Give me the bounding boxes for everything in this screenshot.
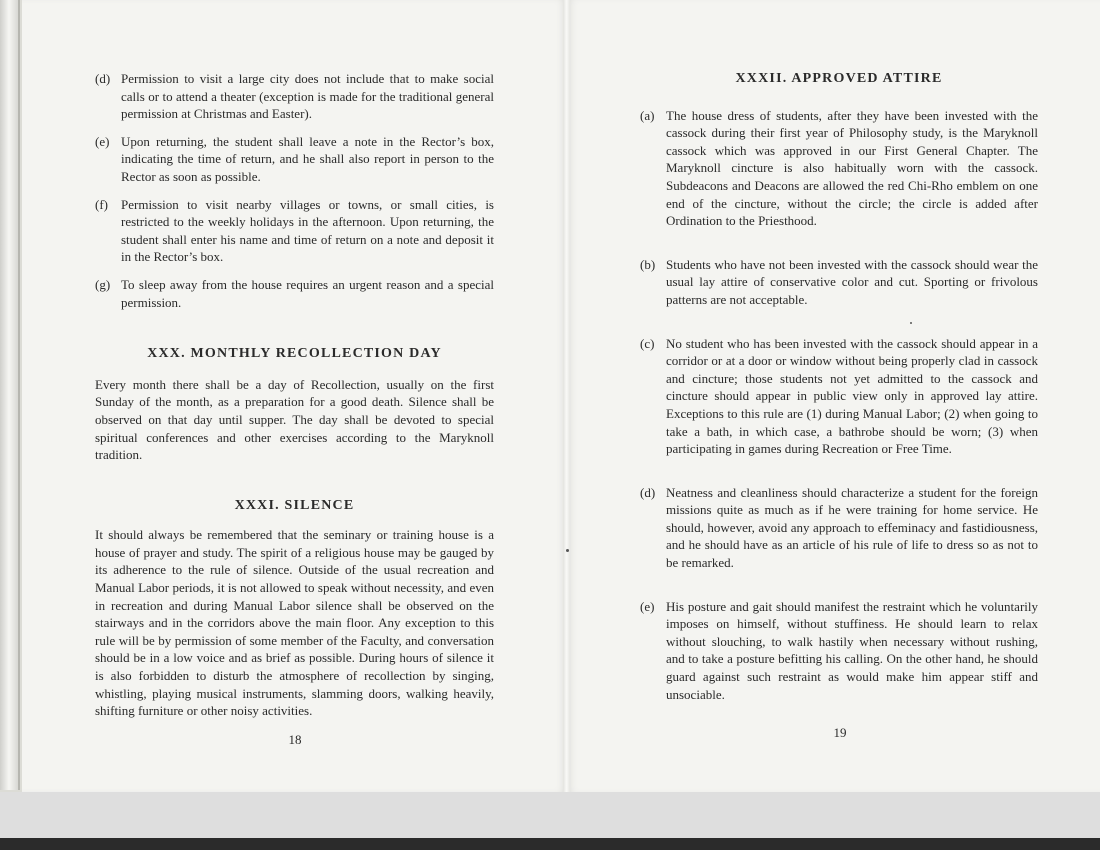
item-label: (c): [640, 335, 655, 351]
list-item: [640, 598, 1038, 704]
item-label: (f): [95, 196, 108, 212]
item-text: No student who has been invested with the cassock should appear in a corridor or at a door or window without being properly clad in cassock and cincture; those students not yet admitted to the cassock and cincture should appear in public view only in approved lay attire. Exceptions to this rule are (1) during Manual Labor; (2) when going to take a bath, in which case, a bathrobe should be worn; (3) when participating in games during Recreation or Free Time.: [666, 335, 1038, 457]
book-gutter: [563, 0, 570, 792]
scan-speck: [566, 549, 569, 552]
list-item: [640, 107, 1038, 230]
right-page-text: [640, 70, 1038, 703]
item-label: (g): [95, 276, 111, 292]
item-label: (e): [640, 598, 655, 614]
item-text: Permission to visit a large city does not include that to make social calls or to attend a theater (exception is made for the traditional general permission at Christmas and Easter).: [121, 71, 494, 122]
list-item: [95, 276, 494, 311]
item-text: The house dress of students, after they have been invested with the cassock during their first year of Philosophy study, is the Maryknoll cassock which was approved in our First General Chapter. The Maryknoll cincture is also habitually worn with the cassock. Subdeacons and Deacons are allowed the red Chi-Rho emblem on one end of the cincture, without the circle; the circle is added after Ordination to the Priesthood.: [666, 107, 1038, 229]
left-page-text: [95, 70, 494, 720]
item-label: (d): [95, 71, 111, 86]
list-item: [95, 70, 494, 123]
list-item: [95, 133, 494, 186]
scan-left-edge: [0, 0, 18, 790]
section-paragraph: Every month there shall be a day of Recollection, usually on the first Sunday of the month, as a preparation for a good death. Silence shall be observed on that day until supper. The day shall be devoted to special spiritual conferences and other exercises according to the Maryknoll tradition.: [95, 376, 494, 463]
item-label: (a): [640, 107, 655, 123]
page-number: 18: [288, 732, 302, 747]
list-item: [640, 484, 1038, 572]
item-label: (d): [640, 484, 656, 500]
item-label: (b): [640, 256, 656, 272]
list-item: [640, 256, 1038, 309]
section-heading: XXXII. APPROVED ATTIRE: [735, 71, 943, 86]
item-text: Permission to visit nearby villages or towns, or small cities, is restricted to the weekly holidays in the afternoon. Upon returning, the student shall enter his name and time of return on a note and deposit it in the Rector’s box.: [121, 196, 494, 265]
item-text: His posture and gait should manifest the restraint which he voluntarily imposes on himself, without stuffiness. He should learn to relax without slouching, to walk hastily when necessary without rushing, and to take a posture befitting his calling. On the other hand, he should guard against such restraint as would make him appear stiff and unsociable.: [666, 598, 1038, 702]
item-text: Students who have not been invested with the cassock should wear the usual lay attire of conservative color and cut. Sporting or frivolous patterns are not acceptable.: [666, 256, 1038, 307]
item-text: Upon returning, the student shall leave a note in the Rector’s box, indicating the time of return, and he shall also report in person to the Rector as soon as possible.: [121, 133, 494, 184]
item-text: To sleep away from the house requires an urgent reason and a special permission.: [121, 276, 494, 310]
list-item: [95, 196, 494, 266]
scan-speck: [910, 322, 912, 324]
item-text: Neatness and cleanliness should characterize a student for the foreign missions quite as much as if he were training for home service. He should, however, avoid any approach to effeminacy and fastidiousness, and he should have as an article of his rule of life to dress so as not to be remarked.: [666, 484, 1038, 571]
list-item: [640, 335, 1038, 458]
page-stack-edge: [18, 0, 20, 790]
section-heading: XXX. MONTHLY RECOLLECTION DAY: [147, 346, 442, 362]
section-heading: XXXI. SILENCE: [234, 497, 355, 513]
item-label: (e): [95, 133, 110, 149]
section-paragraph: It should always be remembered that the seminary or training house is a house of prayer and study. The spirit of a religious house may be gauged by its adherence to the rule of silence. Outside of the usual recreation and Manual Labor periods, it is not allowed to speak without necessity, and even in recreation and during Manual Labor silence shall be observed on the stairways and in the corridors above the main floor. Any exception to this rule will be by permission of some member of the Faculty, and conversation should be in a low voice and as brief as possible. During hours of silence it is also forbidden to disturb the atmosphere of recollection by singing, whistling, playing musical instruments, slamming doors, walking heavily, shifting furniture or other noisy activities.: [95, 527, 494, 719]
scanner-edge: [0, 838, 1100, 850]
page-number: 19: [833, 725, 847, 740]
